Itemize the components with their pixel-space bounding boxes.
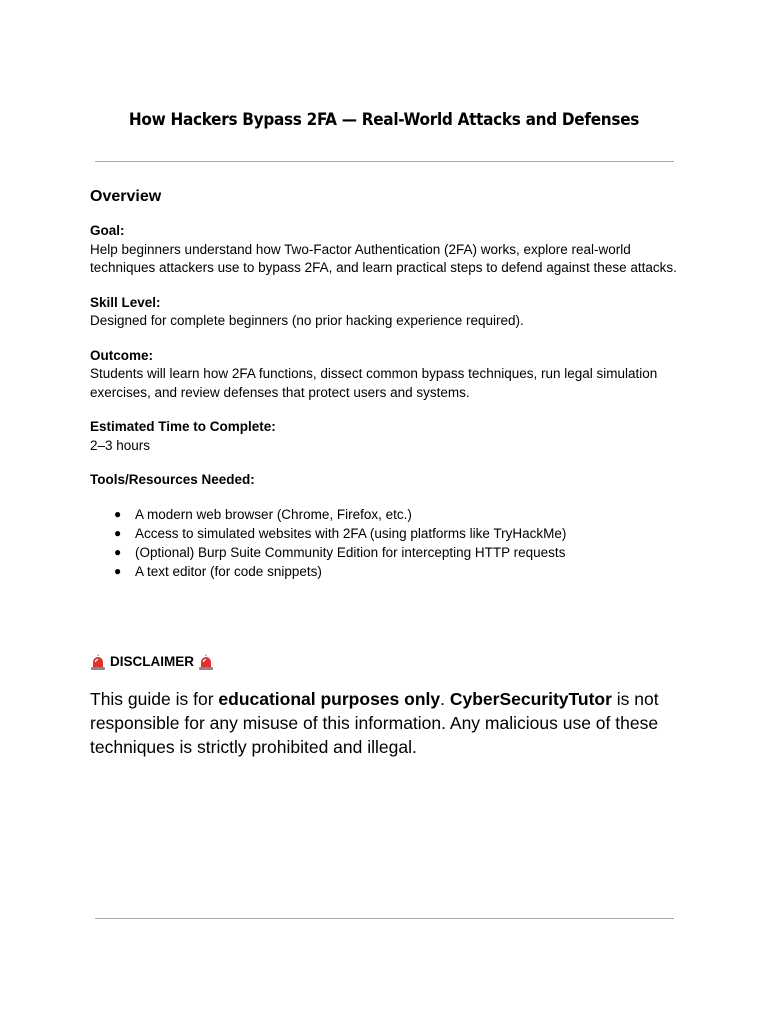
disclaimer-notice [90, 687, 690, 759]
disclaimer-heading [90, 652, 214, 672]
list-item [90, 505, 690, 524]
tool-item-text: A modern web browser (Chrome, Firefox, etc.) [135, 506, 412, 522]
siren-icon [90, 654, 106, 671]
tools-label: Tools/Resources Needed: [90, 472, 255, 487]
overview-section [90, 186, 690, 581]
bottom-divider [95, 918, 674, 919]
estimated-time-label: Estimated Time to Complete: [90, 419, 276, 434]
goal-field [90, 222, 690, 278]
outcome-field [90, 347, 690, 403]
document-title: How Hackers Bypass 2FA — Real-World Attacks and Defenses [128, 110, 640, 130]
top-divider [95, 161, 674, 162]
tool-item-text: Access to simulated websites with 2FA (using platforms like TryHackMe) [135, 525, 567, 541]
skill-level-field [90, 294, 690, 331]
disclaimer-label: DISCLAIMER [110, 654, 194, 669]
notice-text: is not responsible for any misuse of this information. Any malicious use of these techniques is strictly prohibited and illegal. [90, 689, 659, 757]
list-item [90, 524, 690, 543]
estimated-time-text: 2–3 hours [90, 437, 151, 453]
bullet-icon: ● [114, 544, 122, 559]
skill-level-text: Designed for complete beginners (no prior hacking experience required). [90, 313, 524, 328]
estimated-time-field [90, 418, 690, 455]
notice-brand: CyberSecurityTutor [449, 689, 612, 709]
bullet-icon: ● [114, 525, 122, 540]
bullet-icon: ● [114, 506, 122, 521]
notice-text: This guide is for [90, 689, 219, 709]
tool-item-text: (Optional) Burp Suite Community Edition for intercepting HTTP requests [135, 544, 566, 560]
outcome-text: Students will learn how 2FA functions, dissect common bypass techniques, run legal simulation exercises, and review defenses that protect users and systems. [90, 366, 658, 400]
goal-label: Goal: [90, 223, 125, 238]
tool-item-text: A text editor (for code snippets) [135, 563, 322, 579]
outcome-label: Outcome: [90, 347, 154, 363]
overview-heading: Overview [90, 188, 162, 205]
siren-icon [198, 654, 214, 671]
goal-text: Help beginners understand how Two-Factor Authentication (2FA) works, explore real-world techniques attackers use to bypass 2FA, and learn practical steps to defend against these attacks. [90, 241, 677, 275]
notice-emphasis: educational purposes only [218, 689, 441, 709]
skill-level-label: Skill Level: [90, 294, 161, 310]
tools-list [90, 505, 690, 581]
list-item [90, 543, 690, 562]
list-item [90, 562, 690, 581]
bullet-icon: ● [114, 563, 122, 578]
notice-text: . [440, 689, 450, 709]
